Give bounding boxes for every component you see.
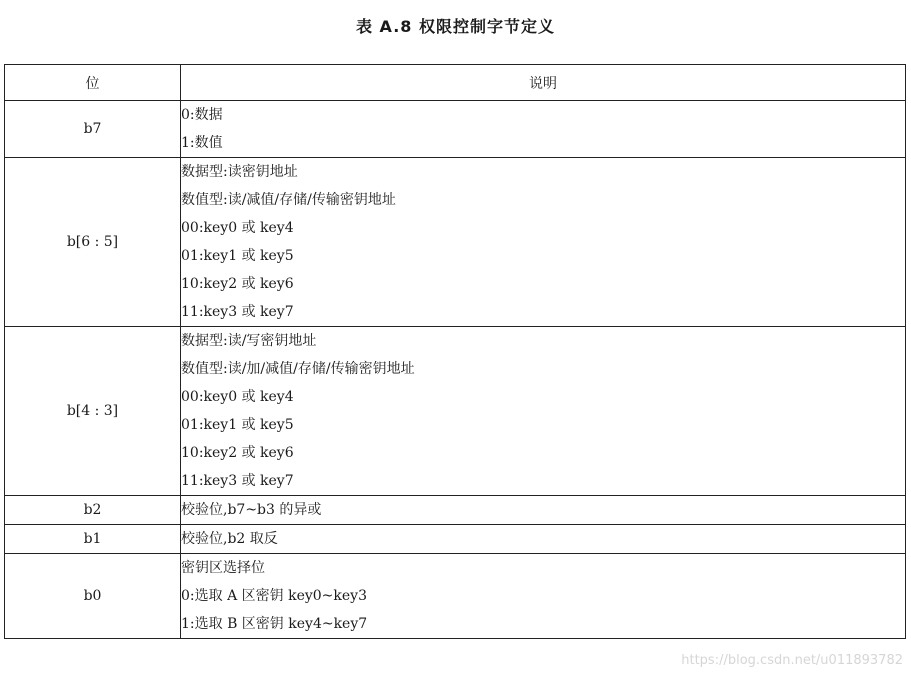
description-line: 数值型:读/加/减值/存储/传输密钥地址 [181, 361, 415, 377]
description-line: 01:key1 或 key5 [181, 417, 294, 433]
description-line: 11:key3 或 key7 [181, 473, 294, 489]
description-cell [181, 496, 906, 525]
column-header-bit: 位 [5, 65, 181, 101]
description-line: 密钥区选择位 [181, 560, 265, 576]
table-row [5, 327, 906, 496]
description-cell [181, 158, 906, 327]
watermark: https://blog.csdn.net/u011893782 [681, 653, 903, 668]
description-line: 00:key0 或 key4 [181, 220, 294, 236]
bit-cell: b[4 : 3] [5, 327, 181, 496]
description-cell [181, 554, 906, 639]
table-row [5, 496, 906, 525]
bit-cell: b2 [5, 496, 181, 525]
description-line: 数据型:读密钥地址 [181, 164, 298, 180]
description-line: 10:key2 或 key6 [181, 445, 294, 461]
description-line: 0:选取 A 区密钥 key0~key3 [181, 588, 367, 604]
table-row [5, 554, 906, 639]
description-cell [181, 525, 906, 554]
description-line: 校验位,b7~b3 的异或 [181, 502, 322, 518]
description-line: 00:key0 或 key4 [181, 389, 294, 405]
description-line: 01:key1 或 key5 [181, 248, 294, 264]
description-line: 0:数据 [181, 107, 223, 123]
description-cell [181, 101, 906, 158]
table-row [5, 101, 906, 158]
permission-control-byte-table [4, 64, 906, 639]
description-line: 11:key3 或 key7 [181, 304, 294, 320]
column-header-description: 说明 [181, 65, 906, 101]
bit-cell: b1 [5, 525, 181, 554]
bit-cell: b[6 : 5] [5, 158, 181, 327]
description-line: 数值型:读/减值/存储/传输密钥地址 [181, 192, 396, 208]
table-row [5, 525, 906, 554]
description-line: 10:key2 或 key6 [181, 276, 294, 292]
bit-cell: b0 [5, 554, 181, 639]
description-line: 1:数值 [181, 135, 223, 151]
description-line: 校验位,b2 取反 [181, 531, 278, 547]
description-line: 1:选取 B 区密钥 key4~key7 [181, 616, 368, 632]
table-title: 表 A.8 权限控制字节定义 [355, 17, 556, 36]
bit-cell: b7 [5, 101, 181, 158]
table-header-row [5, 65, 906, 101]
description-cell [181, 327, 906, 496]
table-row [5, 158, 906, 327]
description-line: 数据型:读/写密钥地址 [181, 333, 317, 349]
